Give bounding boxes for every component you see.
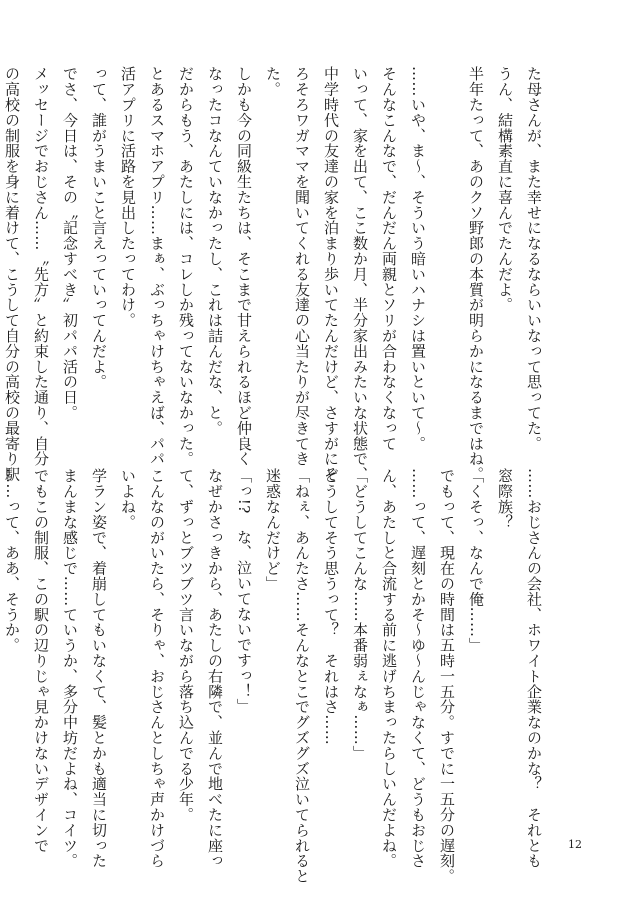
text-line: て、ずっとブツブツ言いながら落ち込んでる少年。 [177,468,195,823]
text-line: なぜかさっきから、あたしの右隣で、並んで地べたに座っ [206,468,224,869]
text-line: ……って、遅刻とかそ〜ゆ〜んじゃなくて、どうもおじさ [409,468,427,869]
text-line: だからもう、あたしには、コレしか残ってないなかった。 [177,66,195,467]
text-line: こんなのがいたら、そりゃ、おじさんとしちゃ声かけづら [148,468,166,869]
text-line: ……いや、ま〜、そういう暗いハナシは置いといて〜。 [409,66,427,451]
text-line: うん、結構素直に喜んでたんだよ。 [496,66,514,313]
text-line: 「っ!? な、泣いてないですっ！」 [235,468,253,714]
text-line: とあるスマホアプリ……まぁ、ぶっちゃけちゃえば、パパ [148,66,166,467]
text-line [432,66,461,476]
text-line: そんなこんなで、だんだん両親とソリが合わなくなって [380,66,398,451]
text-line: しかも今の同級生たちは、そこまで甘えられるほど仲良く [235,66,253,467]
text-line: いって、家を出て、ここ数か月、半分家出みたいな状態で、 [351,66,369,482]
upper-text-block [3,66,548,482]
text-line: 窓際族？ [496,468,514,530]
page-number: 12 [568,838,582,851]
text-line: 半年たって、あのクソ野郎の本質が明らかになるまではね。 [467,66,485,482]
lower-text-block [3,468,548,884]
text-line: 活アプリに活路を見出したってわけ。 [119,66,137,328]
text-line: でさ、今日は、その〝記念すべき〟初パパ活の日。 [61,66,79,421]
text-line: どうしてそう思うって？ それはさ…… [322,468,340,746]
text-line: の高校の制服を身に着けて、こうして自分の高校の最寄り駅 [3,66,21,482]
text-line: 学ラン姿で、着崩してもいなくて、髪とかも適当に切った [90,468,108,869]
text-line: 中学時代の友達の家を泊まり歩いてたんだけど、さすがにそ [322,66,340,482]
text-line: 「くそっ、なんで俺……」 [467,468,485,653]
text-line: 「どうしてこんな……本番弱ぇなぁ……」 [351,468,369,761]
text-line: 迷惑なんだけど」 [264,468,282,592]
text-line: ん、あたしと合流する前に逃げちまったらしいんだよね。 [380,468,398,869]
text-line: なったコなんていなかったし、これは詰んだな、と。 [206,66,224,436]
text-line: 「ねぇ、あんたさ……そんなとこでグズグズ泣いてられると [293,468,311,884]
text-line: た。 [264,66,282,97]
text-line: でもこの制服、この駅の辺りじゃ見かけないデザインで [32,468,50,853]
text-line: でもって、現在の時間は五時一五分。すでに一五分の遅刻。 [438,468,456,884]
text-line: ……おじさんの会社、ホワイト企業なのかな？ それとも [525,468,543,869]
text-line: いよね。 [119,468,137,530]
text-line: メッセージでおじさん……〝先方〟と約束した通り、自分 [32,66,50,467]
text-line: ……って、ああ、そうか。 [3,468,21,653]
text-line: た母さんが、また幸せになるならいいなって思ってた。 [525,66,543,451]
text-line: って、誰がうまいこと言えっていってんだよ。 [90,66,108,390]
text-line: ろそろワガママを聞いてくれる友達の心当たりが尽きてき [293,66,311,467]
text-line: まんまな感じで……ていうか、多分中坊だよね、コイツ。 [61,468,79,869]
